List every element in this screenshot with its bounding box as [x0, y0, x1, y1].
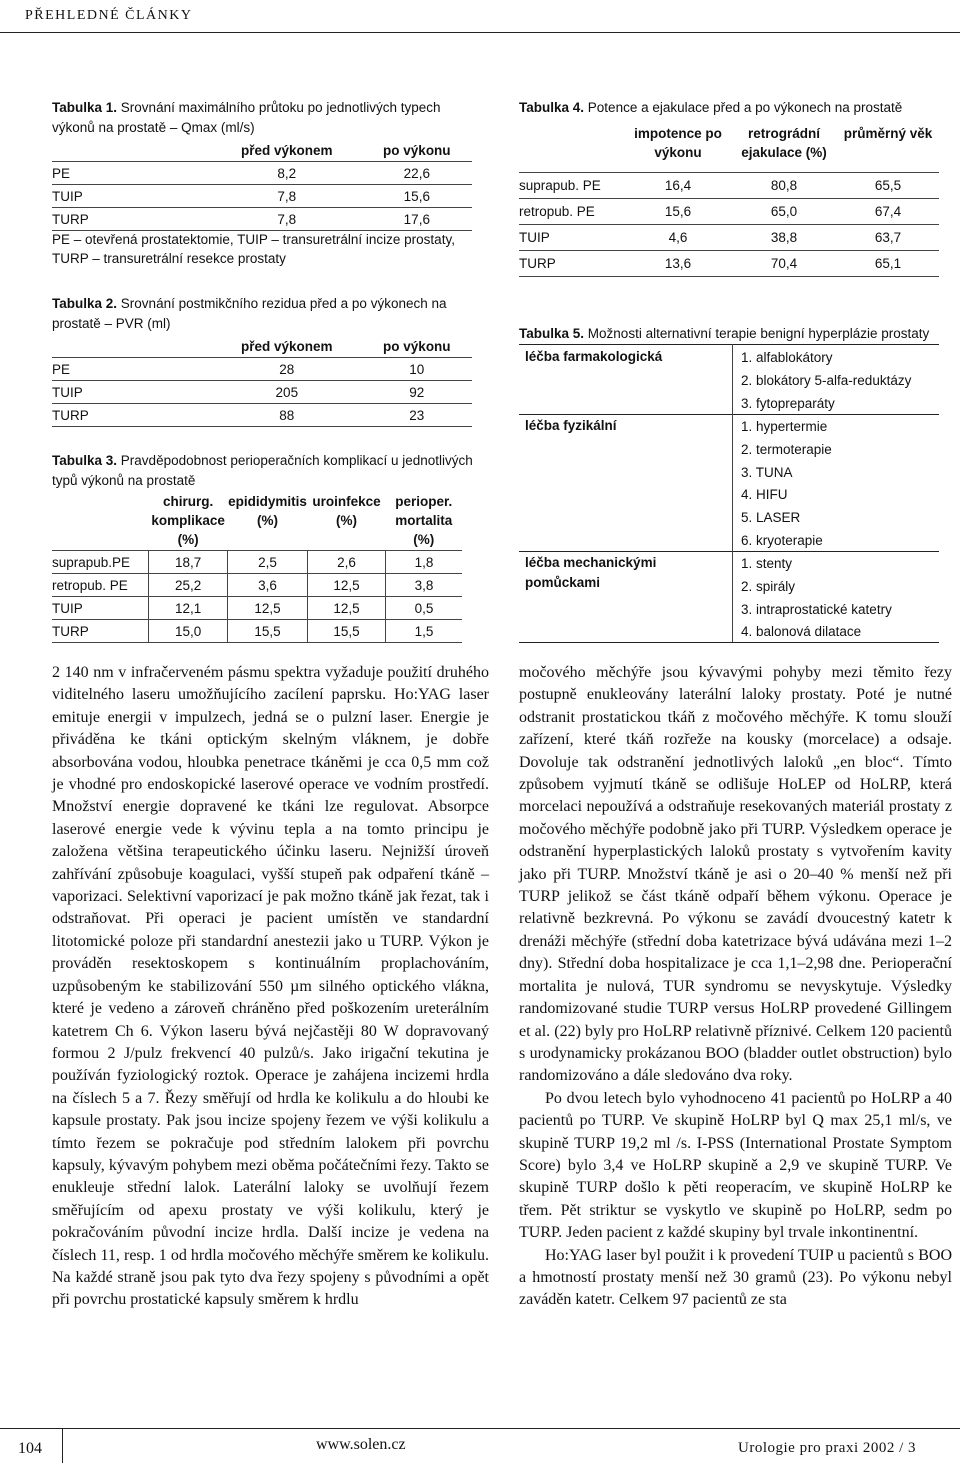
table5-top-rule	[519, 344, 939, 345]
table-row	[52, 620, 462, 643]
table1-note-line: TURP – transuretrální resekce prostaty	[52, 251, 286, 266]
table5-items-2	[741, 553, 892, 644]
section-header: PŘEHLEDNÉ ČLÁNKY	[25, 8, 193, 23]
table4-cell: 63,7	[837, 225, 939, 251]
table-row	[52, 597, 462, 620]
table-row	[519, 225, 939, 251]
list-item: 3. fytopreparáty	[741, 395, 835, 411]
table-row	[52, 208, 472, 231]
footer-divider	[62, 1428, 63, 1463]
table4-label: Tabulka 4.	[519, 100, 585, 115]
table4-row-name: TUIP	[519, 225, 625, 251]
table4-cell: 65,0	[731, 199, 837, 225]
table1-note-line: PE – otevřená prostatektomie, TUIP – transuretrální incize prostaty,	[52, 232, 455, 247]
table5-group-0: léčba farmakologická	[525, 349, 663, 364]
body-paragraph: Po dvou letech bylo vyhodnoceno 41 pacientů po HoLRP a 40 pacientů po TURP. Ve skupině HoLRP byl Q max 25,1 ml/s, ve skupině TURP 19,2 ml /s. I-PSS (International Prostate Symptom Score) bylo 3,4 ve HoLRP skupině a 2,9 ve skupině TURP. Ve skupině TURP došlo k pěti reoperacím, ve skupině HoLRP ke třem. Pět striktur se vyskytlo ve skupině po HoLRP, sedm po TURP. Jeden pacient z každé skupiny byl trvale inkontinentní.	[519, 1089, 952, 1242]
table4-cell: 70,4	[731, 251, 837, 277]
table3-label: Tabulka 3.	[52, 453, 118, 468]
table1-cell: 15,6	[362, 185, 472, 208]
body-left-column	[52, 662, 489, 1312]
table3-cell: 18,7	[149, 551, 228, 574]
table4-cell: 67,4	[837, 199, 939, 225]
table2-cell: 205	[212, 381, 362, 404]
body-paragraph: Ho:YAG laser byl použit i k provedení TUIP u pacientů s BOO a hmotností prostaty menší než 30 gramů (23). Po výkonu nebyl zaváděn katetr. Celkem 97 pacientů ze sta	[519, 1246, 952, 1309]
table2	[52, 335, 472, 427]
table1-col-before: před výkonem	[212, 139, 362, 162]
table1-cell: 22,6	[362, 162, 472, 185]
table1-caption-text: Srovnání maximálního průtoku po jednotlivých typech výkonů na prostatě – Qmax (ml/s)	[52, 100, 441, 135]
table3-cell: 12,5	[307, 574, 385, 597]
table4-row-name: suprapub. PE	[519, 173, 625, 199]
table3-col-1: epididymitis (%)	[228, 492, 308, 551]
table4-row-name: retropub. PE	[519, 199, 625, 225]
table3-cell: 3,6	[228, 574, 308, 597]
body-paragraph: močového měchýře jsou kývavými pohyby mezi těmito řezy postupně enukleovány laterální laloky prostaty. Poté je nutné odstranit prostatickou tkáň z močového měchýře. K tomu slouží zařízení, které tkáň rozřeže na kousky (morcelace) a odsaje. Dovoluje tak odstranění jednotlivých laloků „en bloc“. Tímto způsobem vyjmutí tkáně se odlišuje HoLEP od HoLRP, která morcelaci nepoužívá a odstraňuje resekovaných materiál prostaty z močového měchýře podobně jako při TURP. Výsledkem operace je odstranění hyperplastických laloků prostaty s vytvořením kavity jako při TURP. Množství tkáně je asi o 20–40 % menší než při TURP jelikož se část tkáně odpaří během výkonu. Operace je relativně bezkrevná. Po výkonu se zavádí dvoucestný katetr k drenáži měchýře (střední doba katetrizace bývá udávána mezi 1–2 dny). Střední doba hospitalizace je cca 1,1–2,98 dne. Perioperační mortalita je nulová, TUR syndromu se nevyskytuje. Výsledky randomizované studie TURP versus HoLRP provedené Gillingem et al. (22) byly pro HoLRP relativně příznivé. Celkem 120 pacientů s urodynamicky prokázanou BOO (bladder outlet obstruction) bylo randomizováno a dále sledováno dva roky.	[519, 664, 952, 1085]
table4-cell: 38,8	[731, 225, 837, 251]
table4-cell: 13,6	[625, 251, 731, 277]
table2-caption-text: Srovnání postmikčního rezidua před a po výkonech na prostatě – PVR (ml)	[52, 296, 447, 331]
table1	[52, 139, 472, 231]
table1-cell: 17,6	[362, 208, 472, 231]
table-row	[519, 251, 939, 277]
list-item: 4. balonová dilatace	[741, 624, 862, 640]
table4	[519, 120, 939, 277]
table4-cell: 80,8	[731, 173, 837, 199]
table1-caption	[52, 98, 472, 138]
table5-items-1	[741, 416, 832, 553]
table1-cell: 8,2	[212, 162, 362, 185]
table4-caption-text: Potence a ejakulace před a po výkonech na prostatě	[587, 100, 903, 115]
table3-col-0: chirurg. komplikace (%)	[149, 492, 228, 551]
table1-note	[52, 230, 482, 268]
table2-cell: 88	[212, 404, 362, 427]
footer-journal: Urologie pro praxi 2002 / 3	[738, 1440, 917, 1456]
table1-row-name: TUIP	[52, 185, 212, 208]
list-item: 5. LASER	[741, 510, 801, 526]
table5-group-2: léčba mechanickými pomůckami	[525, 555, 657, 590]
table4-cell: 15,6	[625, 199, 731, 225]
table-row	[52, 574, 462, 597]
table3-cell: 1,8	[386, 551, 462, 574]
table3-cell: 1,5	[386, 620, 462, 643]
list-item: 2. termoterapie	[741, 441, 832, 457]
table3-cell: 2,5	[228, 551, 308, 574]
table3-cell: 12,5	[228, 597, 308, 620]
list-item: 3. intraprostatické katetry	[741, 601, 892, 617]
list-item: 4. HIFU	[741, 487, 788, 503]
table5-vertical-rule	[732, 344, 733, 642]
table4-cell: 65,1	[837, 251, 939, 277]
table-row	[519, 173, 939, 199]
table1-cell: 7,8	[212, 185, 362, 208]
table3-cell: 12,5	[307, 597, 385, 620]
table3-cell: 15,5	[307, 620, 385, 643]
table-row	[52, 551, 462, 574]
table1-label: Tabulka 1.	[52, 100, 118, 115]
table2-cell: 10	[362, 358, 472, 381]
table2-cell: 28	[212, 358, 362, 381]
table3-col-3: perioper. mortalita (%)	[386, 492, 462, 551]
table3-cell: 15,0	[149, 620, 228, 643]
table2-col-before: před výkonem	[212, 335, 362, 358]
table4-cell: 16,4	[625, 173, 731, 199]
body-paragraph: 2 140 nm v infračerveném pásmu spektra vyžaduje použití druhého viditelného laseru umožňujícího zacílení paprsku. Ho:YAG laser emituje energii v impulzech, jedná se o pulzní laser. Energie je přiváděna ke tkáni optickým skelným vláknem, je dobře absorbována vodou, hloubka penetrace tkáněmi je cca 0,5 mm což je vhodné pro endoskopické laserové operace ve vodním prostředí. Množství energie dopravené ke tkáni lze regulovat. Absorpce laserové energie vede k vývinu tepla a na tomto principu je založena většina terapeutického účinku laseru. Nejnižší úroveň zahřívání způsobuje koagulaci, vyšší stupeň pak odpaření tkáně – vaporizaci. Selektivní vaporizací je pak možno tkáně jak řezat, tak i odstraňovat. Při operaci je pacient umístěn ve standardní litotomické poloze při standardní anestezii jako u TURP. Výkon je prováděn resektoskopem s kontinuálním proplachováním, uzpůsobeným ke stabilizování 550 µm silného optického vlákna, které je vedeno a zároveň chráněno před poškozením ureterálním katetrem Ch 6. Výkon laseru bývá nejčastěji 80 W dopravovaný formou 2 J/pulz frekvencí 40 pulzů/s. Jako irigační tekutina je používán fyziologický roztok. Operace je zahájena incizemi hrdla na číslech 5 a 7. Řezy směřují od hrdla ke kolikulu a do hloubi ke kapsule prostaty. Pak jsou incize spojeny řezem ve výši kolikulu a tímto řezem se pokračuje pod středním lalokem při povrchu kapsuly, kývavým pohybem mezi oběma počátečními řezy. Takto se enukleuje střední lalok. Laterální laloky se uvolňují řezem směřujícím od apexu prostaty ve výši kolikulu, který je pokračováním původní incize hrdla. Další incize je vedena na číslech 11, resp. 1 od hrdla močového měchýře směrem ke kolikulu. Na každé straně jsou pak tyto dva řezy spojeny s původními a opět při povrchu prostatické kapsuly směrem k hrdlu	[52, 664, 489, 1309]
table-row	[519, 199, 939, 225]
header-rule	[0, 32, 960, 33]
table1-cell: 7,8	[212, 208, 362, 231]
table3-cell: 0,5	[386, 597, 462, 620]
footer-website: www.solen.cz	[316, 1436, 406, 1453]
table3-col-2: uroinfekce (%)	[307, 492, 385, 551]
list-item: 1. alfablokátory	[741, 350, 833, 365]
list-item: 6. kryoterapie	[741, 532, 823, 548]
table4-col-2: průměrný věk	[837, 120, 939, 173]
table3-cell: 25,2	[149, 574, 228, 597]
table1-row-name: TURP	[52, 208, 212, 231]
list-item: 2. blokátory 5-alfa-reduktázy	[741, 372, 912, 388]
table3-caption	[52, 451, 482, 491]
table-row	[52, 381, 472, 404]
table5-caption-text: Možnosti alternativní terapie benigní hyperplázie prostaty	[587, 326, 930, 341]
table3	[52, 492, 462, 643]
table1-row-name: PE	[52, 162, 212, 185]
list-item: 2. spirály	[741, 578, 796, 594]
table3-row-name: suprapub.PE	[52, 551, 149, 574]
table3-cell: 3,8	[386, 574, 462, 597]
table-row	[52, 404, 472, 427]
table4-cell: 65,5	[837, 173, 939, 199]
table2-cell: 92	[362, 381, 472, 404]
table2-row-name: PE	[52, 358, 212, 381]
table5-caption	[519, 324, 939, 344]
table3-cell: 12,1	[149, 597, 228, 620]
footer-rule	[0, 1428, 960, 1429]
table2-col-after: po výkonu	[362, 335, 472, 358]
list-item: 1. stenty	[741, 556, 793, 571]
table3-row-name: TURP	[52, 620, 149, 643]
table4-caption	[519, 98, 939, 118]
table5-items-0	[741, 347, 911, 415]
table2-label: Tabulka 2.	[52, 296, 118, 311]
table5-group-1: léčba fyzikální	[525, 418, 617, 433]
list-item: 1. hypertermie	[741, 419, 828, 434]
table3-row-name: TUIP	[52, 597, 149, 620]
table3-cell: 2,6	[307, 551, 385, 574]
table-row	[52, 358, 472, 381]
table2-caption	[52, 294, 482, 334]
table4-col-1: retrográdní ejakulace (%)	[731, 120, 837, 173]
table5-rule	[519, 551, 939, 552]
table3-row-name: retropub. PE	[52, 574, 149, 597]
table-row	[52, 185, 472, 208]
table2-row-name: TURP	[52, 404, 212, 427]
page-number: 104	[18, 1440, 42, 1457]
table2-row-name: TUIP	[52, 381, 212, 404]
table4-row-name: TURP	[519, 251, 625, 277]
list-item: 3. TUNA	[741, 464, 793, 480]
table5-label: Tabulka 5.	[519, 326, 585, 341]
table3-caption-text: Pravděpodobnost perioperačních komplikací u jednotlivých typů výkonů na prostatě	[52, 453, 473, 488]
table4-col-0: impotence po výkonu	[625, 120, 731, 173]
table3-cell: 15,5	[228, 620, 308, 643]
table4-cell: 4,6	[625, 225, 731, 251]
table2-cell: 23	[362, 404, 472, 427]
table-row	[52, 162, 472, 185]
table1-col-after: po výkonu	[362, 139, 472, 162]
body-right-column	[519, 662, 952, 1312]
